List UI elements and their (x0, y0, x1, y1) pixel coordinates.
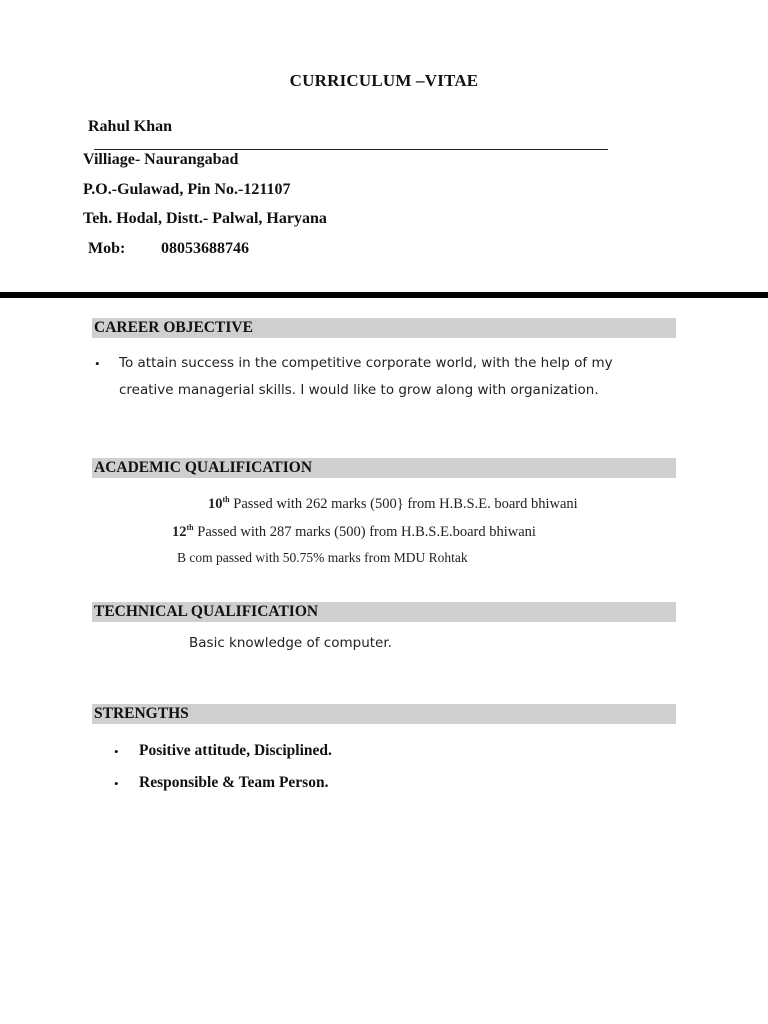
mobile-number: 08053688746 (161, 240, 249, 257)
grade-suffix: th (186, 523, 194, 532)
grade-suffix: th (222, 495, 230, 504)
address-village: Villiage- Naurangabad (83, 151, 239, 168)
grade-label: 10 (208, 495, 223, 512)
qualification-10th (208, 495, 578, 513)
qualification-text: Passed with 287 marks (500) from H.B.S.E.board bhiwani (193, 523, 536, 540)
strengths-heading: STRENGTHS (94, 705, 189, 722)
career-objective-heading: CAREER OBJECTIVE (94, 319, 253, 336)
name-underline (94, 149, 608, 150)
strength-item: Positive attitude, Disciplined. (139, 742, 332, 759)
address-post-office: P.O.-Gulawad, Pin No.-121107 (83, 181, 291, 198)
technical-qualification-heading: TECHNICAL QUALIFICATION (94, 603, 319, 620)
qualification-bcom: B com passed with 50.75% marks from MDU Rohtak (177, 550, 468, 565)
strength-item: Responsible & Team Person. (139, 774, 329, 791)
career-objective-section (92, 318, 676, 338)
technical-qualification-section (92, 602, 676, 622)
mobile-line (88, 240, 249, 258)
academic-qualification-heading: ACADEMIC QUALIFICATION (94, 459, 313, 476)
academic-qualification-section (92, 458, 676, 478)
grade-label: 12 (172, 523, 187, 540)
objective-text-line1: To attain success in the competitive corporate world, with the help of my (119, 355, 613, 371)
header-divider (0, 292, 768, 298)
technical-qualification-text: Basic knowledge of computer. (189, 635, 392, 651)
objective-bullet: • (95, 356, 100, 371)
qualification-text: Passed with 262 marks (500} from H.B.S.E. board bhiwani (229, 495, 578, 512)
document-title: CURRICULUM –VITAE (289, 71, 479, 90)
address-district: Teh. Hodal, Distt.- Palwal, Haryana (83, 210, 327, 227)
mobile-label: Mob: (88, 240, 126, 257)
candidate-name: Rahul Khan (88, 118, 173, 135)
qualification-12th (172, 523, 536, 541)
strength-bullet: • (114, 776, 119, 791)
strength-bullet: • (114, 744, 119, 759)
objective-text-line2: creative managerial skills. I would like to grow along with organization. (119, 382, 599, 398)
strengths-section (92, 704, 676, 724)
